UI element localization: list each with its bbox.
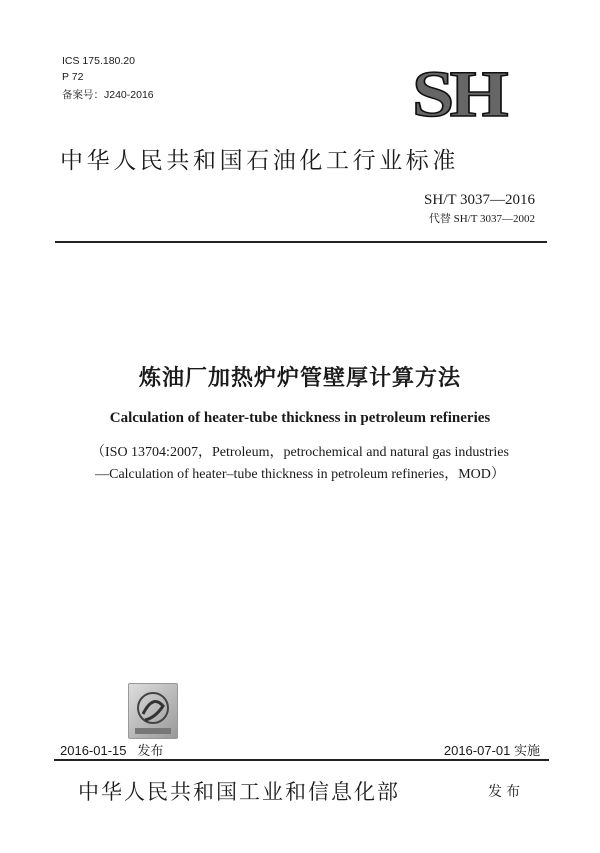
title-english: Calculation of heater-tube thickness in petroleum refineries	[109, 410, 491, 426]
certification-stamp	[128, 683, 178, 739]
replaces-code: 代替 SH/T 3037—2002	[428, 213, 535, 225]
record-number: 备案号：J240-2016	[62, 89, 154, 101]
publisher: 中华人民共和国工业和信息化部	[78, 780, 400, 804]
title-chinese: 炼油厂加热炉炉管壁厚计算方法	[138, 366, 461, 391]
subtitle-line-1: （ISO 13704:2007，Petroleum，petrochemical and natural gas industries	[91, 445, 509, 460]
publisher-label: 发布	[488, 784, 524, 800]
sh-logo: SH	[412, 58, 505, 131]
top-divider	[55, 241, 547, 243]
implementation-date: 2016-07-01 实施	[443, 743, 540, 759]
standard-type: 中华人民共和国石油化工行业标准	[60, 148, 459, 174]
bottom-divider	[54, 759, 549, 761]
issue-date: 2016-01-15 发布	[60, 743, 164, 759]
standard-code: SH/T 3037—2016	[424, 192, 535, 208]
ics-code: ICS 175.180.20	[62, 55, 135, 67]
ccs-code: P 72	[62, 71, 84, 83]
subtitle-line-2: —Calculation of heater–tube thickness in petroleum refineries，MOD）	[95, 467, 505, 482]
